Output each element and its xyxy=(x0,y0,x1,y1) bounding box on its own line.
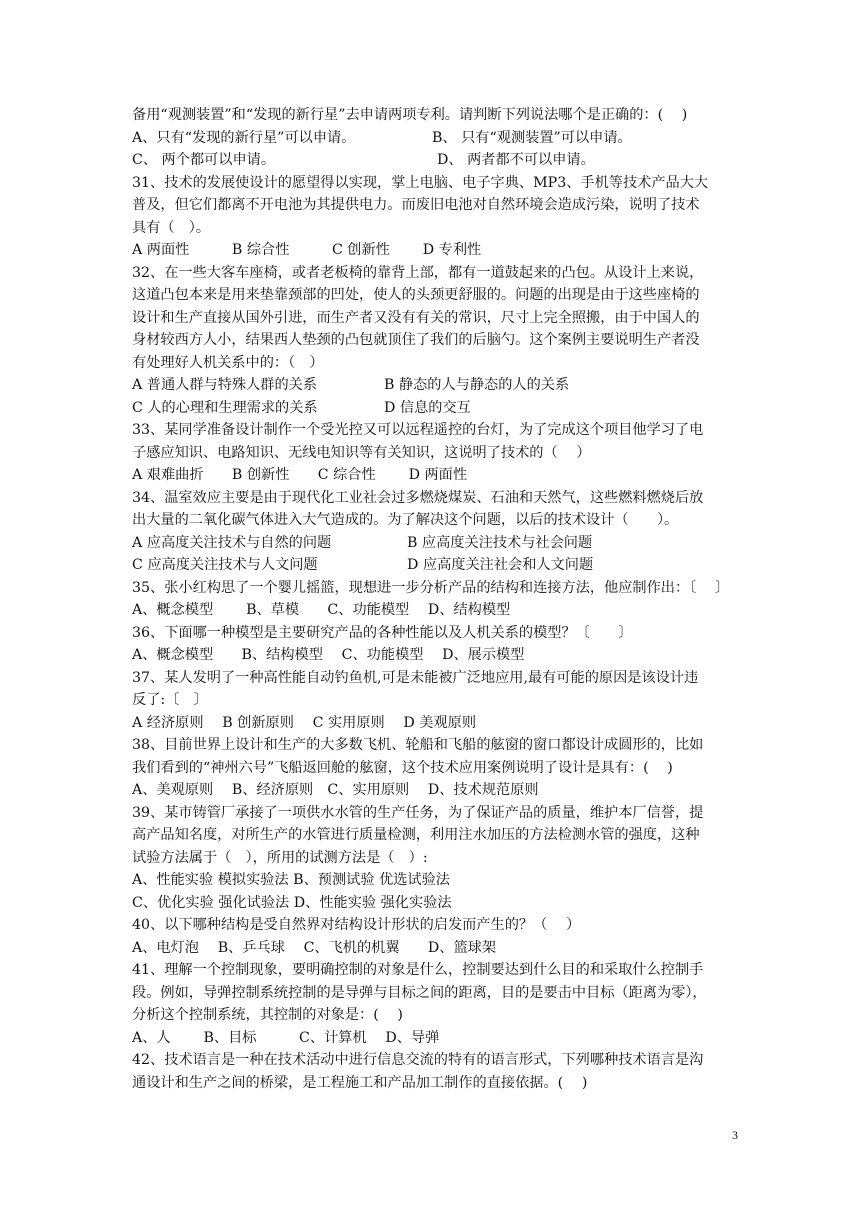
q34-options-row-2 xyxy=(132,554,732,577)
page-number: 3 xyxy=(732,1128,738,1142)
q32-option-d: D 信息的交互 xyxy=(384,399,471,416)
q39-stem-line-3: 试验方法属于（ ），所用的试测方法是（ ）: xyxy=(132,849,428,866)
q38-stem-line-1: 38、目前世界上设计和生产的大多数飞机、轮船和飞船的舷窗的窗口都设计成圆形的，比如 xyxy=(132,737,704,753)
q32-stem-line-1: 32、在一些大客车座椅，或者老板椅的靠背上部，都有一道鼓起来的凸包。从设计上来说， xyxy=(132,264,704,281)
q34-option-a: A 应高度关注技术与自然的问题 xyxy=(132,534,332,551)
q32-option-a: A 普通人群与特殊人群的关系 xyxy=(132,377,318,393)
q32-option-c: C 人的心理和生理需求的关系 xyxy=(132,399,318,416)
q31-stem-line-1: 31、技术的发展使设计的愿望得以实现，掌上电脑、电子字典、MP3、手机等技术产品大大 xyxy=(132,174,709,191)
q31-stem-line-2: 普及，但它们都离不开电池为其提供电力。而废旧电池对自然环境会造成污染，说明了技术 xyxy=(132,197,700,213)
q30-options-row-2 xyxy=(132,149,732,172)
q34-option-d: D 应高度关注社会和人文问题 xyxy=(407,557,594,573)
q34-stem-line-1: 34、温室效应主要是由于现代化工业社会过多燃烧煤炭、石油和天然气，这些燃料燃烧后放 xyxy=(132,489,704,506)
q30-option-d: D、 两者都不可以申请。 xyxy=(437,152,595,168)
q42-stem-line-2: 通设计和生产之间的桥梁，是工程施工和产品加工制作的直接依据。( ) xyxy=(132,1074,588,1091)
q42-stem-line-1: 42、技术语言是一种在技术活动中进行信息交流的特有的语言形式，下列哪种技术语言是沟 xyxy=(132,1052,704,1068)
q40-options: A、电灯泡 B、乒乓球 C、飞机的机翼 D、篮球架 xyxy=(132,939,497,956)
q41-stem-line-3: 分析这个控制系统，其控制的对象是：( ) xyxy=(132,1007,403,1023)
page-body xyxy=(132,104,732,1094)
q32-option-b: B 静态的人与静态的人的关系 xyxy=(384,377,570,393)
q30-options-row-1 xyxy=(132,127,732,150)
q39-options-row-2: C、优化实验 强化试验法 D、性能实验 强化实验法 xyxy=(132,894,452,911)
q33-options: A 艰难曲折 B 创新性 C 综合性 D 两面性 xyxy=(132,467,468,483)
q41-stem-line-2: 段。例如，导弹控制系统控制的是导弹与目标之间的距离，目的是要击中目标（距离为零）， xyxy=(132,984,707,1001)
q34-option-c: C 应高度关注技术与人文问题 xyxy=(132,557,318,573)
q33-stem-line-2: 子感应知识、电路知识、无线电知识等有关知识，这说明了技术的（ ） xyxy=(132,444,591,461)
q32-stem-line-3: 设计和生产直接从国外引进，而生产者又没有有关的常识，尺寸上完全照搬，由于中国人的 xyxy=(132,309,700,326)
q40-stem: 40、以下哪种结构是受自然界对结构设计形状的启发而产生的？（ ） xyxy=(132,917,581,933)
q30-option-c: C、 两个都可以申请。 xyxy=(132,152,276,168)
q39-stem-line-1: 39、某市铸管厂承接了一项供水水管的生产任务，为了保证产品的质量，维护本厂信誉，提 xyxy=(132,804,704,821)
q32-options-row-2 xyxy=(132,397,732,420)
q36-options: A、概念模型 B、结构模型 C、功能模型 D、展示模型 xyxy=(132,647,525,663)
q32-stem-line-4: 身材较西方人小，结果西人垫颈的凸包就顶住了我们的后脑勺。这个案例主要说明生产者没 xyxy=(132,332,700,348)
q35-options: A、概念模型 B、草模 C、功能模型 D、结构模型 xyxy=(132,602,511,618)
q39-stem-line-2: 高产品知名度，对所生产的水管进行质量检测，利用注水加压的方法检测水管的强度，这种 xyxy=(132,827,700,843)
q33-stem-line-1: 33、某同学准备设计制作一个受光控又可以远程遥控的台灯，为了完成这个项目他学习了电 xyxy=(132,422,704,438)
q32-options-row-1 xyxy=(132,374,732,397)
q38-stem-line-2: 我们看到的“神州六号”飞船返回舱的舷窗，这个技术应用案例说明了设计是具有：( ) xyxy=(132,759,673,776)
q37-options: A 经济原则 B 创新原则 C 实用原则 D 美观原则 xyxy=(132,714,477,731)
q41-stem-line-1: 41、理解一个控制现象，要明确控制的对象是什么，控制要达到什么目的和采取什么控制手 xyxy=(132,962,704,978)
q36-stem: 36、下面哪一种模型是主要研究产品的各种性能以及人机关系的模型？〔 〕 xyxy=(132,624,633,641)
q39-options-row-1: A、性能实验 模拟实验法 B、预测试验 优选试验法 xyxy=(132,872,450,888)
q37-stem-line-2: 反了:〔 〕 xyxy=(132,692,208,708)
q30-stem-tail: 备用“观测装置”和“发现的新行星”去申请两项专利。请判断下列说法哪个是正确的：( ) xyxy=(132,107,688,123)
q32-stem-line-2: 这道凸包本来是用来垫靠颈部的凹处，使人的头颈更舒服的。问题的出现是由于这些座椅的 xyxy=(132,287,700,303)
q38-options: A、美观原则 B、经济原则 C、实用原则 D、技术规范原则 xyxy=(132,782,539,798)
q30-option-a: A、只有“发现的新行星”可以申请。 xyxy=(132,129,356,146)
q35-stem: 35、张小红构思了一个婴儿摇篮，现想进一步分析产品的结构和连接方法，他应制作出：〔 〕 xyxy=(132,579,730,596)
q31-options: A 两面性 B 综合性 C 创新性 D 专利性 xyxy=(132,242,482,258)
q31-stem-line-3: 具有（ ）。 xyxy=(132,219,211,236)
q30-option-b: B、 只有“观测装置”可以申请。 xyxy=(432,129,632,146)
q34-options-row-1 xyxy=(132,532,732,555)
q41-options: A、人 B、目标 C、计算机 D、导弹 xyxy=(132,1029,440,1046)
q34-option-b: B 应高度关注技术与社会问题 xyxy=(407,534,593,551)
q34-stem-line-2: 出大量的二氧化碳气体进入大气造成的。为了解决这个问题，以后的技术设计（ ）。 xyxy=(132,512,679,528)
q37-stem-line-1: 37、某人发明了一种高性能自动钓鱼机,可是未能被广泛地应用,最有可能的原因是该设计违 xyxy=(132,669,699,686)
q32-stem-line-5: 有处理好人机关系中的：（ ） xyxy=(132,354,324,371)
